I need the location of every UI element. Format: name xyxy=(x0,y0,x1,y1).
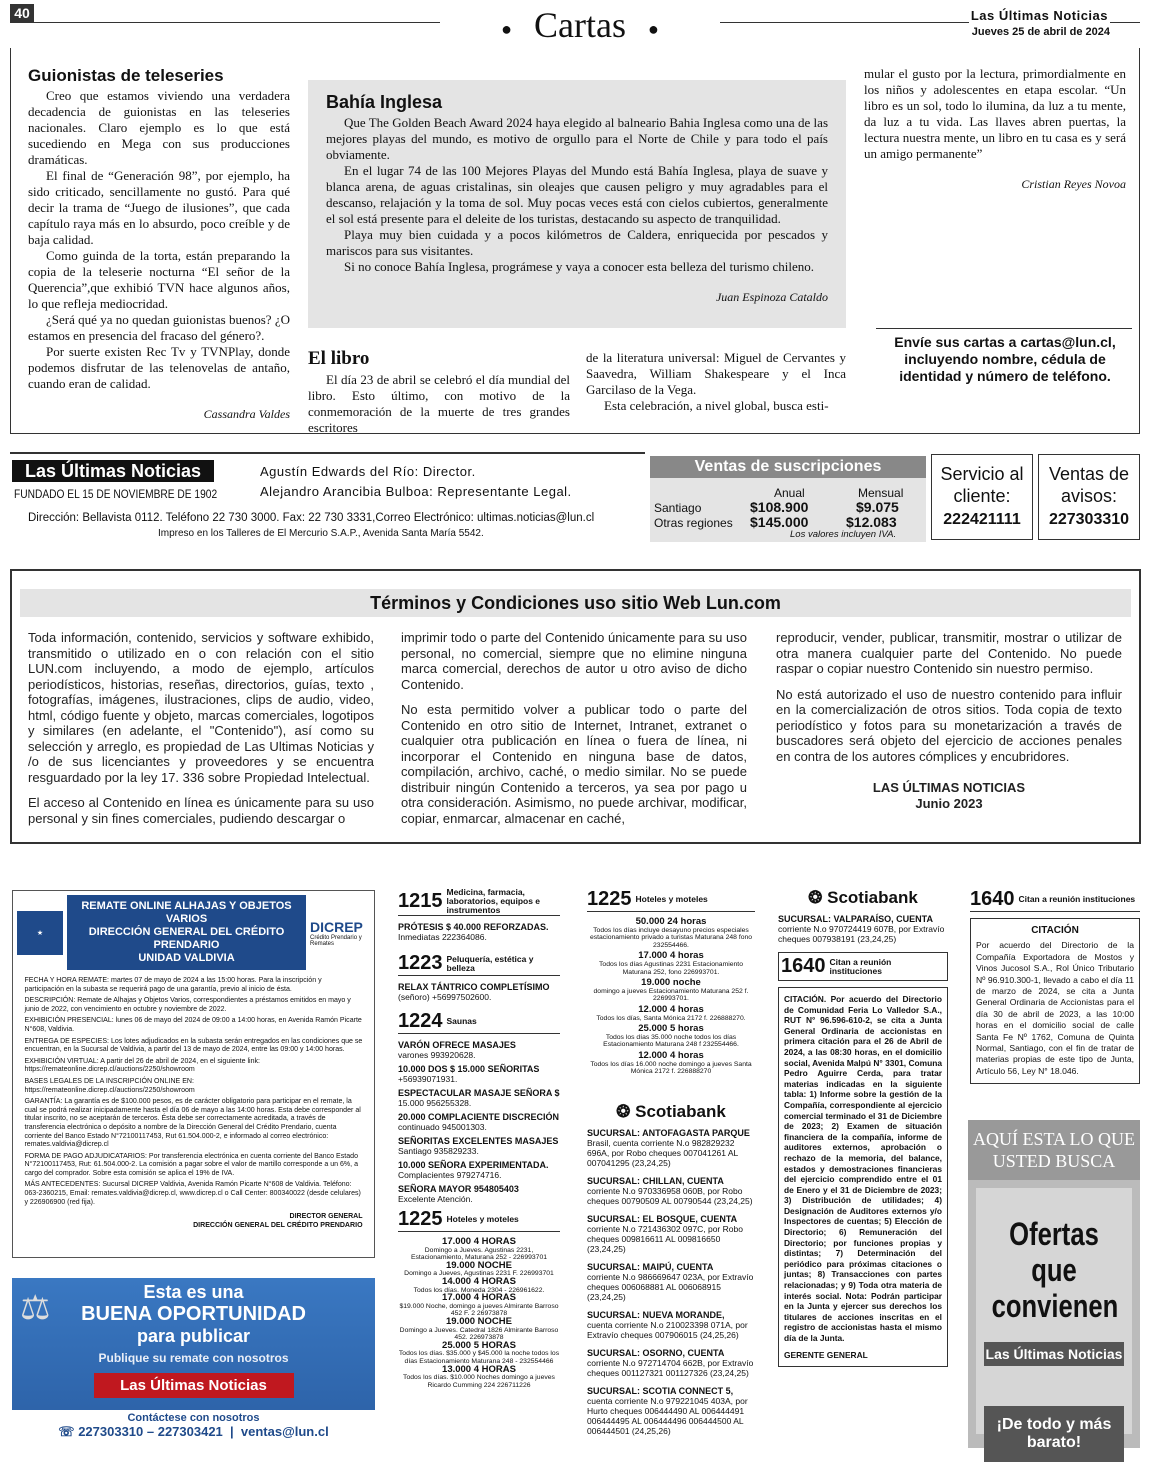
letter-paragraph: Creo que estamos viviendo una verdadera decadencia de guionistas en las teleseries nacionales. Claro ejemplo es lo que está sucediendo en Mega con sus producciones dramáticas. xyxy=(28,88,290,167)
ad-detail: Domingo a Jueves. Catedral 1826 Almirante Barroso 452. 226973878 xyxy=(399,1326,559,1342)
ad-detail: varones 993920628. xyxy=(398,1050,476,1060)
dicrep-logo: DICREP Crédito Prendario y Remates xyxy=(310,918,363,947)
ad-detail: Todos los días 16.000 noche domingo a jueves Santa Mónica 2172 f. 226888270 xyxy=(590,1060,752,1076)
letter-title: El libro xyxy=(308,348,370,369)
ad-detail: continuado 945001303. xyxy=(398,1122,487,1132)
scotiabank-logo-icon: ❂ xyxy=(808,888,828,907)
terms-col-3 xyxy=(776,630,1122,811)
ad-detail: Todos los días. $35.000 y $45.000 la noche todos los días Estacionamiento Maturana 248 - 232554466 xyxy=(398,1350,560,1365)
terms-paragraph: No esta permitido volver a publicar todo o parte del Contenido en otro sitio de Internet, Intranet, extranet o cualquier otra publicación en línea o fuera de línea, ni incorporar el Contenido en ninguna base de datos, compilación, archivo, caché, o medio similar. No se puede distribuir ningún Contenido a terceros, ya sea por pago u otra consideración. Asimismo, no puede archivar, modificar, copiar, enmarcar, almacenar en caché, xyxy=(401,702,747,826)
dicrep-item: FORMA DE PAGO ADJUDICATARIOS: Por transferencia electrónica en cuenta corriente del Banco Estado N°72100117453, Rut: 61.504.000-2. La comisión a pagar sobre el valor de martillo corresponde a un 6%, a cargo del comprador. Sobre esta comisión se aplica el 19% de IVA. xyxy=(24,1150,359,1177)
category-desc: Hoteles y moteles xyxy=(635,894,708,904)
letter-paragraph: Playa muy bien cuidada y a pocos kilómetros de Caldera, enriquecida por pescados y mariscos para sus visitantes. xyxy=(326,227,828,258)
letter-paragraph: En el lugar 74 de las 100 Mejores Playas del Mundo está Bahía Inglesa, playa de suave y blanca arena, de aguas cristalinas, sin oleajes que causen peligro y muy agradables para el descanso, relajación y la toma de sol. Muy pocas veces está con cielos cubiertos, generalmente el sol está presente para el deleite de los turistas, destacando su aspecto de tranquilidad. xyxy=(326,163,828,226)
side-ad-brand: Las Últimas Noticias xyxy=(984,1342,1124,1366)
category-code: 1224 xyxy=(398,1010,443,1032)
letter-paragraph: El final de “Generación 98”, por ejemplo, ha sido criticado, sencillamente no gustó. Para qué decir la trama de “Juego de ilusiones”, que cada capítulo raya más en lo absurdo, poco creíble y de baja calidad. xyxy=(28,168,290,247)
category-desc: Saunas xyxy=(446,1016,477,1026)
ad-detail: Inmediatas 222364086. xyxy=(398,932,487,942)
service-box xyxy=(931,454,1033,540)
citation-notice xyxy=(970,918,1140,1084)
letter-paragraph: Que The Golden Beach Award 2024 haya elegido al balneario Bahia Inglesa como una de las mejores playas del mundo, es motivo de orgullo para el Norte de Chile y para todo el país obviamente. xyxy=(326,115,828,162)
ad-detail: +56939071931. xyxy=(398,1074,458,1084)
branch-title: SUCURSAL: SCOTIA CONNECT 5, xyxy=(587,1385,734,1396)
dicrep-item: BASES LEGALES DE LA INSCRIPCIÓN ONLINE EN: https://remateonline.dicrep.cl/auctions/2250/showroom xyxy=(24,1075,195,1094)
terms-paragraph: reproducir, vender, publicar, transmitir, mostrar o utilizar de otra manera cualquier parte del Contenido. No puede raspar o copiar nuestro Contenido sin nuestro permiso. xyxy=(776,630,1122,676)
branch-detail: cuenta corriente N.o 979221045 403A, por Hurto cheques 006444490 AL 006444491 006444495 AL 006444496 006444500 AL 006444501 (24,25,26) xyxy=(587,1395,748,1436)
terms-title: Términos y Condiciones uso sitio Web Lun.com xyxy=(20,589,1131,617)
letter-paragraph: ¿Será qué ya no quedan guionistas buenos? ¿O estamos en presencia del fracaso del género?. xyxy=(28,312,290,343)
letter-author: Cristian Reyes Novoa xyxy=(1021,177,1126,191)
branch-title: SUCURSAL: OSORNO, CUENTA xyxy=(587,1347,725,1358)
dicrep-item: EXHIBICIÓN VIRTUAL: A partir del 26 de abril de 2024, en el siguiente link: https://remateonline.dicrep.cl/auctions/2250/showroom xyxy=(24,1055,261,1074)
ad-title: 25.000 5 HORAS xyxy=(442,1339,516,1351)
side-ad xyxy=(968,1120,1140,1451)
terms-col-1 xyxy=(28,630,374,836)
government-logo-icon: ★ xyxy=(17,911,63,955)
category-desc: Peluquería, estética y belleza xyxy=(446,953,534,973)
ad-detail: domingo a jueves Estacionamiento Maturana 252 f. 226993701. xyxy=(593,987,749,1003)
branch-detail: corriente N.o 986669647 023A, por Extravío cheques 006068881 AL 006068915 (23,24,25) xyxy=(587,1271,754,1302)
ad-detail: Todos los días. Moneda 2304 - 226961622. xyxy=(413,1286,545,1294)
ad-title: 19.000 NOCHE xyxy=(445,1259,512,1271)
ad-title: 13.000 4 HORAS xyxy=(442,1363,516,1375)
ad-title: 25.000 5 horas xyxy=(638,1023,704,1035)
ad-title: 17.000 4 HORAS xyxy=(442,1292,516,1304)
dicrep-item: ENTREGA DE ESPECIES: Los lotes adjudicados en la subasta serán entregados en las condiciones que se encuentran, en la Sucursal de Valdivia, a partir del 13 de mayo de 2024, entre las 09:00 y 14:00 horas. xyxy=(24,1035,363,1054)
sub-monthly: $12.083 xyxy=(846,514,897,530)
classifieds-col-3 xyxy=(778,884,948,1367)
letter-paragraph: El día 23 de abril se celebró el día mundial del libro. Esto último, con motivo de la conmemoración de la muerte de tres grandes escritores xyxy=(308,372,570,435)
category-code: 1225 xyxy=(587,888,632,910)
director-line: Agustín Edwards del Río: Director. xyxy=(260,464,476,479)
classifieds-col-4 xyxy=(970,884,1140,1084)
letter-author: Juan Espinoza Cataldo xyxy=(715,290,828,304)
terms-signature: LAS ÚLTIMAS NOTICIAS xyxy=(872,780,1026,795)
ad-title: 10.000 DOS $ 15.000 SEÑORITAS xyxy=(398,1064,540,1074)
letter-libro-col3 xyxy=(864,66,1126,192)
dicrep-ad xyxy=(12,890,375,1258)
side-ad-header: AQUÍ ESTA LO QUE USTED BUSCA xyxy=(968,1120,1140,1180)
contact-phones: 227303310 – 227303421 xyxy=(78,1424,223,1439)
letter-title: Guionistas de teleseries xyxy=(28,66,224,85)
bullet-icon: ● xyxy=(647,18,659,39)
ad-detail: Santiago 935829233. xyxy=(398,1146,479,1156)
ad-line: Esta es una xyxy=(143,1282,244,1302)
ads-sales-number: 227303310 xyxy=(1048,511,1130,528)
ad-title: 12.000 4 horas xyxy=(638,1003,704,1015)
side-ad-headline: Ofertas que xyxy=(1009,1216,1099,1288)
terms-paragraph: imprimir todo o parte del Contenido únicamente para su uso personal, no comercial, siempre que no elimine ninguna marca comercial, derechos de autor u otro aviso de dicho Contenido. xyxy=(401,630,747,692)
classifieds-col-2 xyxy=(587,884,755,1444)
dicrep-body xyxy=(17,974,371,1231)
citation-text: Por acuerdo del Directorio de la Compañía Exportadora de Mostos y Vinos Jucosol S.A., Rol Único Tributario Nº 96.910.300-1, llevado a cabo el día 11 de marzo de 2024, se cita a Junta General Ordinaria de Accionistas para el día 30 de abril de 2023, a las 10:00 horas en el domicilio social de calle Santa Fe Nº 1762, Comuna de Quinta Normal, Santiago, con el fin de tratar de materias propias de este tipo de Junta, Artículo 56, Ley N° 18.046. xyxy=(976,940,1134,1076)
sub-monthly: $9.075 xyxy=(856,499,899,515)
send-letters-note: Envíe sus cartas a cartas@lun.cl, incluyendo nombre, cédula de identidad y número de teléfono. xyxy=(894,334,1116,384)
terms-paragraph: No está autorizado el uso de nuestro contenido para influir en la comercialización de otros sitios. Toda copia de texto periodístico y fotos para su monetarización a través de buscadores será objeto del ejercicio de acciones penales en contra de los autores cómplices y encubridores. xyxy=(776,686,1122,764)
letter-paragraph: Si no conoce Bahía Inglesa, prográmese y vaya a conocer esta belleza del turismo chileno. xyxy=(344,259,814,274)
category-desc: Citan a reunión instituciones xyxy=(1018,894,1136,904)
ad-title: 14.000 4 HORAS xyxy=(442,1275,516,1287)
oportunidad-ad: ⚖ Esta es una BUENA OPORTUNIDAD para publicar Publique su remate con nosotros Las Últimas Noticias Contáctese con nosotros ☏ 227303310 – 227303421 | ventas@lun.cl xyxy=(12,1278,375,1448)
subscriptions-title: Ventas de suscripciones xyxy=(650,456,926,478)
citation-notice xyxy=(778,987,948,1367)
dicrep-sign: DIRECCIÓN GENERAL DEL CRÉDITO PRENDARIO xyxy=(193,1219,363,1229)
branch-detail: corriente N.o 970336958 060B, por Robo cheques 00790509 AL 00790544 (23,24,25) xyxy=(587,1185,753,1206)
ads-sales-box xyxy=(1038,454,1140,540)
terms-paragraph: Toda información, contenido, servicios y software exhibido, transmitido o utilizado en o con relación con el sitio LUN.com incluyendo, a modo de ejemplo, artículos periodísticos, historias, reseñas, directorios, guías, texto , fotografías, imágenes, ilustraciones, clips de audio, video, html, código fuente y objeto, marcas comerciales, logotipos y similares (en adelante, el "Contenido"), así como su selección y arreglo, es propiedad de Las Ultimas Noticias y /o de sus licenciantes y proveedores y se encuentra resguardado por la ley 17. 336 sobre Propiedad Intelectual. xyxy=(28,630,374,785)
ad-line: BUENA OPORTUNIDAD xyxy=(81,1303,306,1325)
ad-title: RELAX TÁNTRICO COMPLETÍSIMO xyxy=(398,982,550,992)
ad-detail: Todos los días. $10.000 Noches domingo a jueves Ricardo Cumming 224 226711226 xyxy=(403,1374,555,1389)
ad-title: 17.000 4 horas xyxy=(638,950,704,962)
ad-title: 19.000 noche xyxy=(641,977,701,989)
branch-detail: corriente N.o 972714704 662B, por Extravío cheques 001127321 001127326 (23,24,25) xyxy=(587,1357,754,1378)
letter-paragraph: de la literatura universal: Miguel de Cervantes y Saavedra, William Shakespeare y el Inca Garcilaso de la Vega. xyxy=(586,350,846,397)
terms-date: Junio 2023 xyxy=(915,795,983,811)
citation-text: CITACIÓN. Por acuerdo del Directorio de Comunidad Feria Lo Valledor S.A., RUT N° 96.596-610-2, se cita a Junta General Ordinaria de accionistas en primera citación para el 26 de Abril de 2024, a las 08:30 horas, en el domicilio social, Avenida Malpú N° 3301, Comuna Pedro Aguirre Cerda, para tratar materias indicadas en la siguiente tabla: 1) Informe sobre la gestión de la Compañía, correspondiente al ejercicio comercial terminado el 31 de Diciembre de 2023; 2) Examen de situación financiera de la compañía, informe de auditores externos, aprobación o rechazo de la memoria, del balance, estados y demostraciones financieras del ejercicio comprendido entre el 01 de Enero y el 31 de Diciembre de 2023; 3) Distribución de utilidades; 4) Designación de Auditores externos y/o Inspectores de cuentas; 5) Elección de Directorio; 6) Remuneración del Directorio; por funciones propias y distintas; 7) Determinación del periódico para próximas citaciones o juntas; 8) Transacciones con partes relacionadas; y 9) Toda otra materia de interés social. Nota: Podrán participar en la Junta y ejercer sus derechos los titulares de acciones inscritas en el registro de accionistas hasta el mismo día de la Junta. xyxy=(784,994,942,1343)
letter-paragraph: Como guinda de la torta, están preparando la copia de la teleserie nocturna “El señor de la Querencia”,que exhibió TVN hace algunos años, lo que refleja mediocridad. xyxy=(28,248,290,311)
ad-title: ESPECTACULAR MASAJE SEÑORA $ xyxy=(398,1088,560,1098)
ad-title: 19.000 NOCHE xyxy=(445,1315,512,1327)
ad-detail: 15.000 956255328. xyxy=(398,1098,472,1108)
category-desc: Citan a reunión instituciones xyxy=(829,956,892,976)
bank-name: Scotiabank xyxy=(635,1101,726,1121)
page-number: 40 xyxy=(10,4,34,22)
branch-title: SUCURSAL: NUEVA MORANDE, xyxy=(587,1309,725,1320)
letter-title: Bahía Inglesa xyxy=(326,92,443,112)
dicrep-item: MÁS ANTECEDENTES: Sucursal DICREP Valdivia, Avenida Ramón Picarte N°608 de Valdivia. Teléfono: 063-2360215, Email: remates.valdivia@dicrep.cl, www.dicrep.cl o Call Center: 800340022 (desde celulares) y 226906900 (red fija). xyxy=(24,1179,361,1206)
founded-note: FUNDADO EL 15 DE NOVIEMBRE DE 1902 xyxy=(14,487,218,501)
branch-detail: Brasil, cuenta corriente N.o 982829232 696A, por Robo cheques 007041261 AL 007041295 (23,24,25) xyxy=(587,1137,738,1168)
branch-title: SUCURSAL: CHILLAN, CUENTA xyxy=(587,1175,724,1186)
category-code: 1215 xyxy=(398,890,443,912)
letter-libro-col2 xyxy=(586,350,846,414)
terms-paragraph: El acceso al Contenido en línea es únicamente para su uso personal y sin fines comerciales, pudiendo descargar o xyxy=(28,795,374,826)
service-number: 222421111 xyxy=(943,511,1021,528)
contact-email: ventas@lun.cl xyxy=(240,1424,329,1439)
ad-title: 17.000 4 HORAS xyxy=(442,1236,516,1247)
citation-sign: GERENTE GENERAL xyxy=(784,1349,868,1360)
col-annual: Anual xyxy=(774,486,805,500)
ad-detail: Todos los días incluye desayuno precios especiales estacionamiento privado a turistas Maturana 248 fono 232554466. xyxy=(589,926,753,949)
branch-title: SUCURSAL: MAIPÚ, CUENTA xyxy=(587,1261,714,1272)
letter-paragraph: mular el gusto por la lectura, primordialmente en los niños y adolescentes en etapa escolar. “Un libro es un sol, todo lo ilumina, da luz a tu mente, da luz a tu vida. Las llaves abren puertas, la lectura nuestra mente, un libro en tu casa es y será un amigo permanente” xyxy=(864,66,1126,161)
ad-detail: (señoro) +56997502600. xyxy=(398,992,492,1002)
ad-detail: Todos los días Agustinas 2231 Estacionamiento Maturana 252, fono 226993701. xyxy=(599,960,743,976)
letter-paragraph: Esta celebración, a nivel global, busca esti- xyxy=(604,398,829,413)
category-code: 1225 xyxy=(398,1208,443,1230)
side-ad-tagline: ¡De todo y más barato! xyxy=(984,1406,1124,1462)
contact-title: Contáctese con nosotros xyxy=(127,1412,260,1424)
letter-author: Cassandra Valdes xyxy=(203,407,290,421)
category-desc: Hoteles y moteles xyxy=(446,1214,519,1224)
ad-title: 50.000 24 horas xyxy=(635,916,707,927)
bullet-icon: ● xyxy=(501,18,513,39)
dicrep-item: GARANTÍA: La garantía es de $100.000 pesos, es de carácter obligatorio para participar en el remate, la cual se podrá realizar inicipadamente hasta el día 06 de mayo a las 14:00 horas. Esta debe corresponder al titular inscrito, no se aceptarán de terceros. Ésta debe ser correctamente acreditada, a través de transferencia electrónica o depósito a nombre de la Dirección General del Crédito Prendario, cuenta corriente del Banco Estado N°72100117453, Rut 61.504.000-2, e informado al correo electrónico: remates.valdivia@dicrep.cl xyxy=(24,1096,361,1149)
ad-detail: Complacientes 979274716. xyxy=(398,1170,502,1180)
section-title: ● Cartas ● xyxy=(440,0,720,54)
branch-detail: corriente N.o 721436302 097C, por Robo cheques 009816611 AL 009816650 (23,24,25) xyxy=(587,1223,743,1254)
col-monthly: Mensual xyxy=(858,486,904,500)
letter-guionistas xyxy=(28,66,290,422)
side-ad-headline: convienen xyxy=(991,1288,1119,1324)
dicrep-header: REMATE ONLINE ALHAJAS Y OBJETOS VARIOS DIRECCIÓN GENERAL DEL CRÉDITO PRENDARIO UNIDAD VALDIVIA xyxy=(67,895,306,970)
rep-line: Alejandro Arancibia Bulboa: Representante Legal. xyxy=(260,484,572,499)
dicrep-item: EXHIBICIÓN PRESENCIAL: lunes 06 de mayo del 2024 de 09:00 a 14:00 horas, en Avenida Ramón Picarte N°608, Valdivia. xyxy=(24,1015,362,1033)
sub-annual: $145.000 xyxy=(750,514,809,530)
category-code: 1223 xyxy=(398,952,443,974)
classifieds-col-1 xyxy=(398,884,560,1389)
scotiabank-logo-icon: ❂ xyxy=(616,1101,636,1121)
branch-title: SUCURSAL: VALPARAÍSO, CUENTA xyxy=(778,914,933,924)
ad-detail: Domingo a Jueves, Agustinas 2231 F. 226993701 xyxy=(404,1270,554,1278)
sub-city: Santiago xyxy=(654,501,702,515)
printed-line: Impreso en los Talleres de El Mercurio S.A.P., Avenida Santa María 5542. xyxy=(158,528,484,539)
ad-line: Publique su remate con nosotros xyxy=(98,1351,289,1365)
masthead-rule xyxy=(10,452,645,454)
branch-title: SUCURSAL: EL BOSQUE, CUENTA xyxy=(587,1213,738,1224)
phone-icon: ☏ xyxy=(58,1424,75,1439)
issue-date: Jueves 25 de abril de 2024 xyxy=(971,26,1110,38)
gavel-icon: ⚖ xyxy=(20,1289,51,1327)
branch-title: SUCURSAL: ANTOFAGASTA PARQUE xyxy=(587,1127,750,1138)
ad-detail: $19.000 Noche, domingo a jueves Almirante Barroso 452 F. 2 26973878 xyxy=(399,1302,559,1318)
branch-detail: corriente N.o 970724419 607B, por Extravío cheques 007938191 (23,24,25) xyxy=(778,924,945,944)
newspaper-name: Las Últimas Noticias xyxy=(970,8,1108,23)
ad-line: para publicar xyxy=(136,1326,251,1346)
brand-badge: Las Últimas Noticias xyxy=(94,1373,294,1398)
category-code: 1640 xyxy=(781,955,826,977)
ad-title: SEÑORITAS EXCELENTES MASAJES xyxy=(398,1136,559,1146)
ad-detail: Todos los días, Santa Mónica 2172 f. 226888270. xyxy=(596,1014,746,1022)
divider xyxy=(876,328,1132,329)
ad-title: VARÓN OFRECE MASAJES xyxy=(398,1040,516,1050)
masthead-logo: Las Últimas Noticias xyxy=(12,460,214,482)
letter-bahia xyxy=(308,80,846,328)
citation-title: CITACIÓN xyxy=(1031,925,1079,936)
category-code: 1640 xyxy=(970,888,1015,910)
ad-title: 12.000 4 horas xyxy=(638,1049,704,1061)
iva-note: Los valores incluyen IVA. xyxy=(790,529,897,540)
ad-title: 10.000 SEÑORA EXPERIMENTADA. xyxy=(398,1160,549,1170)
bank-name: Scotiabank xyxy=(827,888,918,907)
address-line: Dirección: Bellavista 0112. Teléfono 22 730 3000. Fax: 22 730 3331,Correo Electrónico: ultimas.noticias@lun.cl xyxy=(28,512,595,524)
ad-detail: Excelente Atención. xyxy=(398,1194,473,1204)
subscriptions-box xyxy=(650,456,926,542)
letter-paragraph: Por suerte existen Rec Tv y TVNPlay, donde podemos disfrutar de las telenovelas de antaño, cuando eran de calidad. xyxy=(28,344,290,391)
ad-detail: Domingo a Jueves. Agustinas 2231, Estacionamiento, Maturana 252 - 226993701 xyxy=(410,1246,548,1262)
sub-annual: $108.900 xyxy=(750,499,809,515)
ad-detail: Todos los días 35.000 noche todos los días Estacionamiento Maturana 248 f 232554466. xyxy=(603,1033,739,1049)
dicrep-sign: DIRECTOR GENERAL xyxy=(289,1211,363,1221)
ads-sales-title: Ventas de avisos: xyxy=(1048,464,1130,506)
branch-detail: cuenta corriente N.o 210023398 071A, por Extravío cheques 007906015 (24,25,26) xyxy=(587,1319,748,1340)
category-desc: Medicina, farmacia, laboratorios, equipos e instrumentos xyxy=(446,887,541,915)
ad-title: 20.000 COMPLACIENTE DISCRECIÓN xyxy=(398,1112,560,1122)
ad-title: PRÓTESIS $ 40.000 REFORZADAS. xyxy=(398,922,549,932)
dicrep-item: FECHA Y HORA REMATE: martes 07 de mayo de 2024 a las 15:00 horas. Para la inscripción y participación en la subasta se requerirá pago de una garantía, previo al inicio de ésta. xyxy=(24,975,322,993)
letter-libro-col1 xyxy=(308,348,570,436)
ad-title: SEÑORA MAYOR 954805403 xyxy=(398,1184,519,1194)
service-title: Servicio al cliente: xyxy=(940,464,1024,506)
terms-col-2 xyxy=(401,630,747,836)
sub-city: Otras regiones xyxy=(654,516,733,530)
dicrep-item: DESCRIPCIÓN: Remate de Alhajas y Objetos Varios, correspondientes a préstamos emitidos en mayo y junio de 2022, con vencimiento en octubre y noviembre de 2022. xyxy=(24,995,351,1013)
